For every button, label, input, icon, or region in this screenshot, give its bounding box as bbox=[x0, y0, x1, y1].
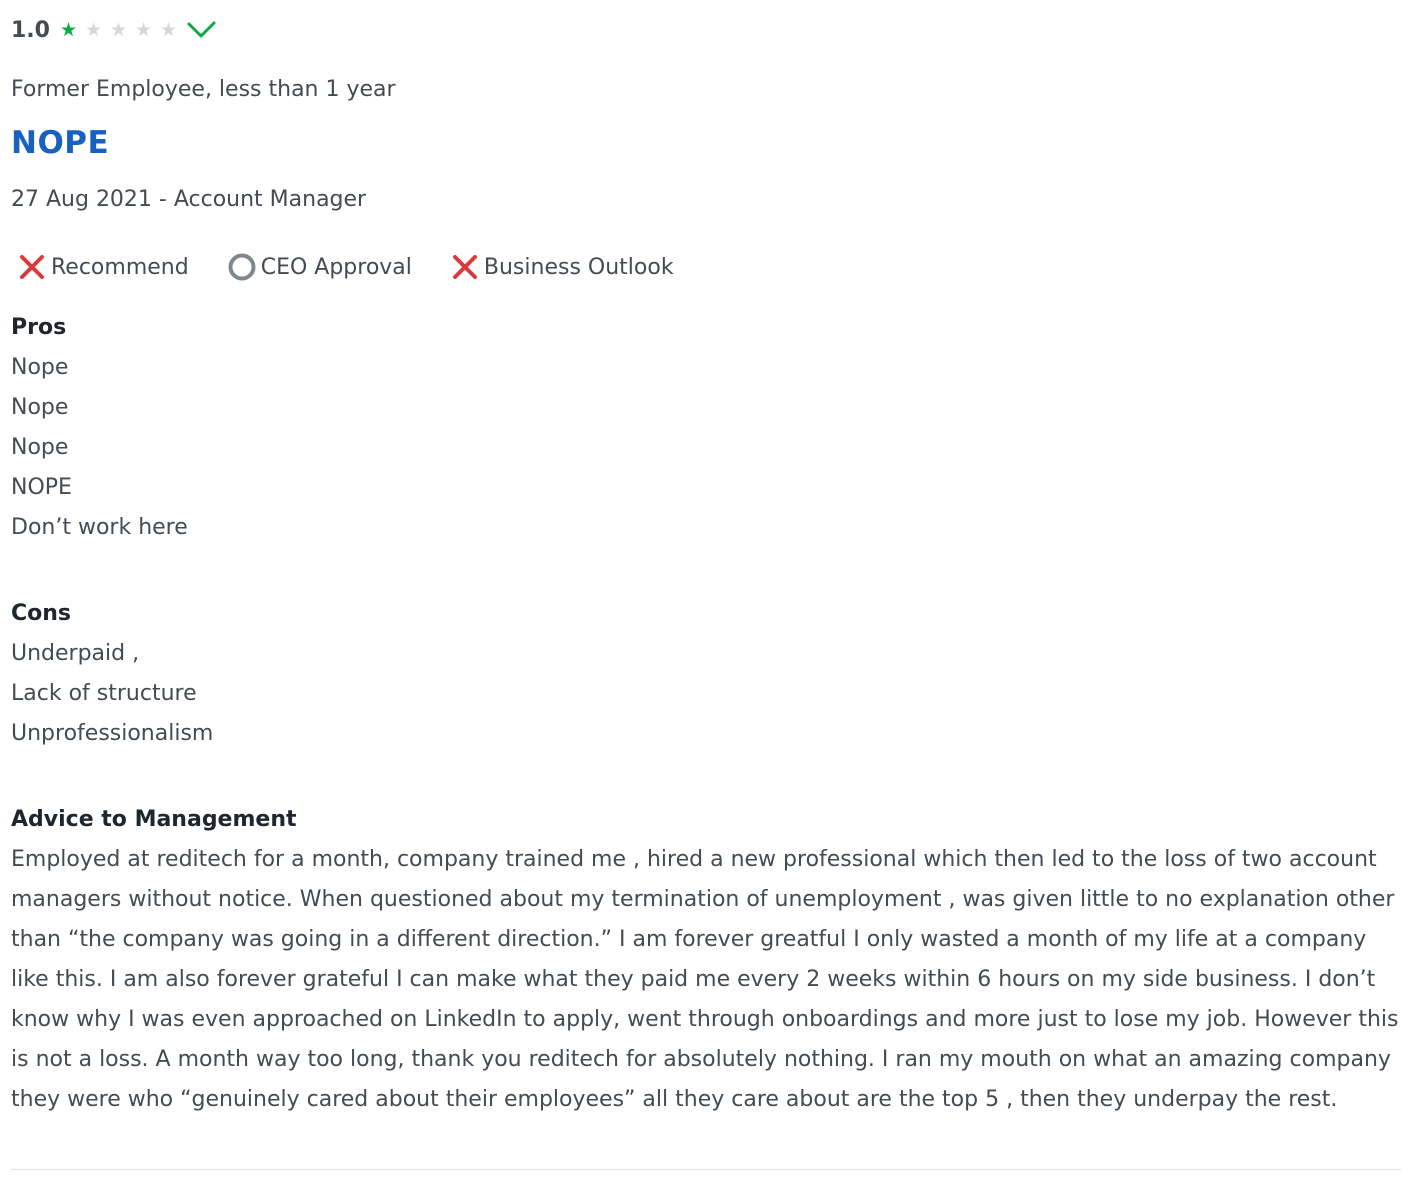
star-filled-icon: ★ bbox=[59, 18, 78, 41]
cons-section bbox=[11, 599, 1401, 754]
review-date-job-title: 27 Aug 2021 - Account Manager bbox=[11, 187, 367, 212]
star-empty-icon: ★ bbox=[159, 18, 178, 41]
rating-row bbox=[11, 15, 1401, 45]
pros-line: Don’t work here bbox=[11, 515, 188, 540]
x-icon bbox=[17, 252, 47, 282]
recommend-flag bbox=[11, 252, 189, 282]
pros-line: Nope bbox=[11, 395, 69, 420]
cons-line: Unprofessionalism bbox=[11, 721, 214, 746]
circle-icon bbox=[227, 252, 257, 282]
pros-line: Nope bbox=[11, 355, 69, 380]
rating-flags bbox=[11, 247, 1401, 287]
business-outlook-flag bbox=[444, 252, 674, 282]
cons-heading: Cons bbox=[11, 601, 72, 626]
pros-line: NOPE bbox=[11, 475, 72, 500]
pros-section bbox=[11, 313, 1401, 548]
review-title[interactable]: NOPE bbox=[11, 125, 110, 161]
employee-status: Former Employee, less than 1 year bbox=[11, 77, 396, 102]
star-empty-icon: ★ bbox=[109, 18, 128, 41]
ceo-approval-flag bbox=[221, 252, 412, 282]
pros-heading: Pros bbox=[11, 315, 67, 340]
cons-line: Lack of structure bbox=[11, 681, 197, 706]
business-outlook-label: Business Outlook bbox=[483, 254, 674, 280]
star-empty-icon: ★ bbox=[134, 18, 153, 41]
divider bbox=[11, 1169, 1401, 1170]
star-empty-icon: ★ bbox=[84, 18, 103, 41]
advice-heading: Advice to Management bbox=[11, 807, 297, 832]
star-rating bbox=[59, 18, 185, 41]
pros-body bbox=[11, 348, 1401, 548]
x-icon bbox=[450, 252, 480, 282]
review-card bbox=[0, 15, 1401, 1120]
pros-line: Nope bbox=[11, 435, 69, 460]
advice-section bbox=[11, 805, 1401, 1120]
rating-value: 1.0 bbox=[11, 17, 50, 43]
cons-body bbox=[11, 634, 1401, 754]
cons-line: Underpaid , bbox=[11, 641, 140, 666]
recommend-label: Recommend bbox=[51, 254, 189, 280]
advice-body: Employed at reditech for a month, company trained me , hired a new professional which then led to the loss of two account managers without notice. When questioned about my termination of unemployment , was given little to no explanation other than “the company was going in a different direction.” I am forever greatful I only wasted a month of my life at a company like this. I am also forever grateful I can make what they paid me every 2 weeks within 6 hours on my side business. I don’t know why I was even approached on LinkedIn to apply, went through onboardings and more just to lose my job. However this is not a loss. A month way too long, thank you reditech for absolutely nothing. I ran my mouth on what an amazing company they were who “genuinely cared about their employees” all they care about are the top 5 , then they underpay the rest. bbox=[11, 847, 1399, 1112]
chevron-down-icon[interactable] bbox=[187, 19, 217, 41]
ceo-approval-label: CEO Approval bbox=[260, 254, 412, 280]
